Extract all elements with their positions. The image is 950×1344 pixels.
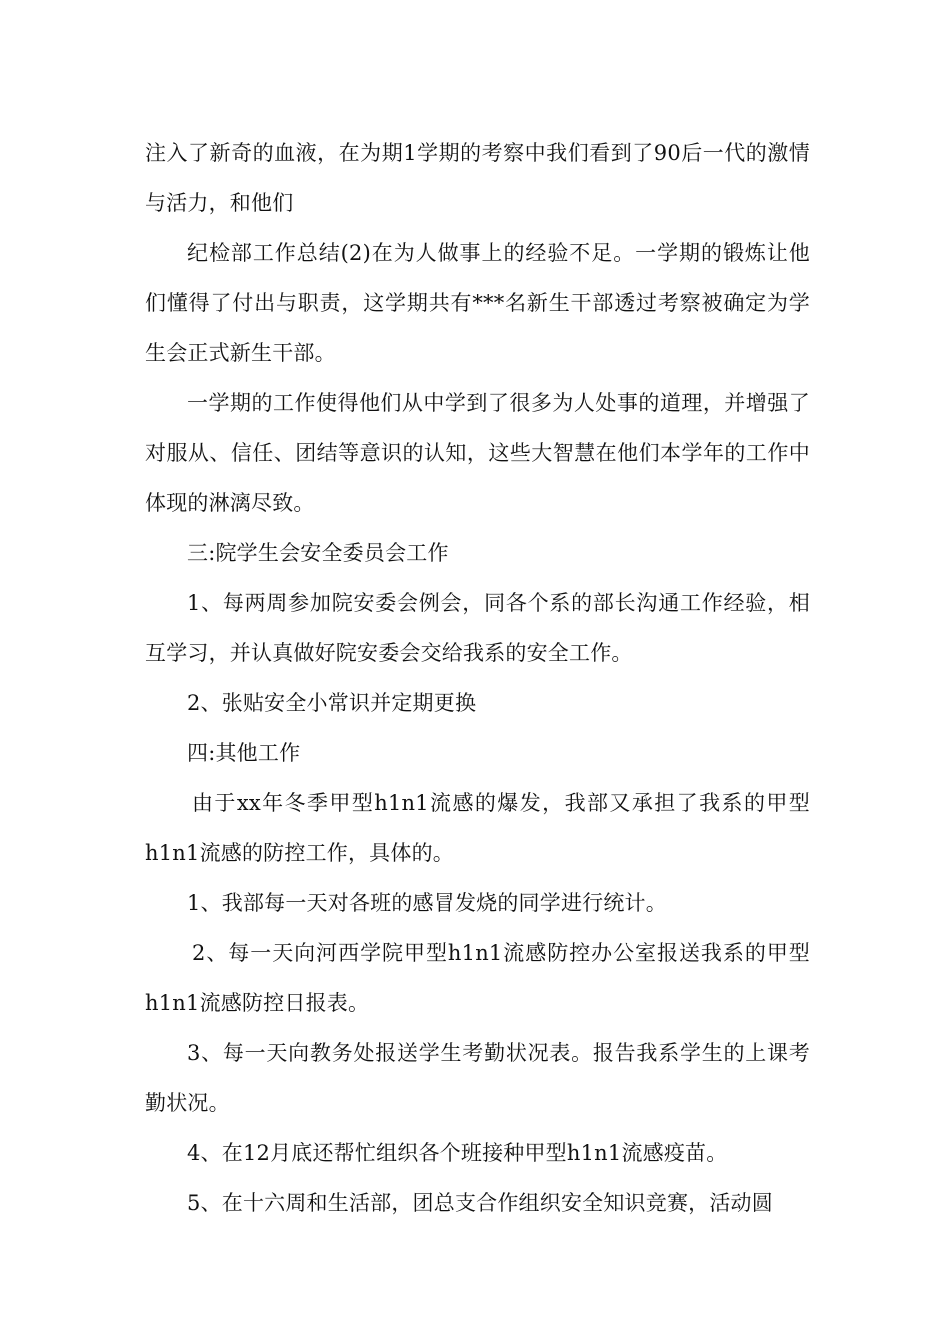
paragraph-h1n1-prevention: 由于xx年冬季甲型h1n1流感的爆发，我部又承担了我系的甲型h1n1流感的防控工作，具体的。 (145, 791, 810, 865)
list-item-vaccination: 4、在12月底还帮忙组织各个班接种甲型h1n1流感疫苗。 (187, 1141, 728, 1165)
list-item-safety-posters: 2、张贴安全小常识并定期更换 (187, 691, 477, 715)
list-item-biweekly-meeting: 1、每两周参加院安委会例会，同各个系的部长沟通工作经验，相互学习，并认真做好院安委会交给我系的安全工作。 (145, 591, 810, 665)
list-item-attendance-report: 3、每一天向教务处报送学生考勤状况表。报告我系学生的上课考勤状况。 (145, 1041, 810, 1115)
list-item-daily-statistics: 1、我部每一天对各班的感冒发烧的同学进行统计。 (187, 891, 667, 915)
section-heading-other-work: 四:其他工作 (187, 741, 301, 765)
list-item-safety-contest: 5、在十六周和生活部，团总支合作组织安全知识竞赛，活动圆 (187, 1191, 773, 1215)
list-item-daily-report: 2、每一天向河西学院甲型h1n1流感防控办公室报送我系的甲型h1n1流感防控日报表。 (145, 941, 810, 1015)
section-heading-safety-committee: 三:院学生会安全委员会工作 (187, 541, 449, 565)
paragraph-intro-continuation: 注入了新奇的血液，在为期1学期的考察中我们看到了90后一代的激情与活力，和他们 (145, 141, 810, 215)
paragraph-semester-work: 一学期的工作使得他们从中学到了很多为人处事的道理，并增强了对服从、信任、团结等意识的认知，这些大智慧在他们本学年的工作中体现的淋漓尽致。 (145, 391, 810, 515)
paragraph-discipline-summary: 纪检部工作总结(2)在为人做事上的经验不足。一学期的锻炼让他们懂得了付出与职责，这学期共有***名新生干部透过考察被确定为学生会正式新生干部。 (145, 241, 810, 365)
document-body (145, 128, 810, 1228)
